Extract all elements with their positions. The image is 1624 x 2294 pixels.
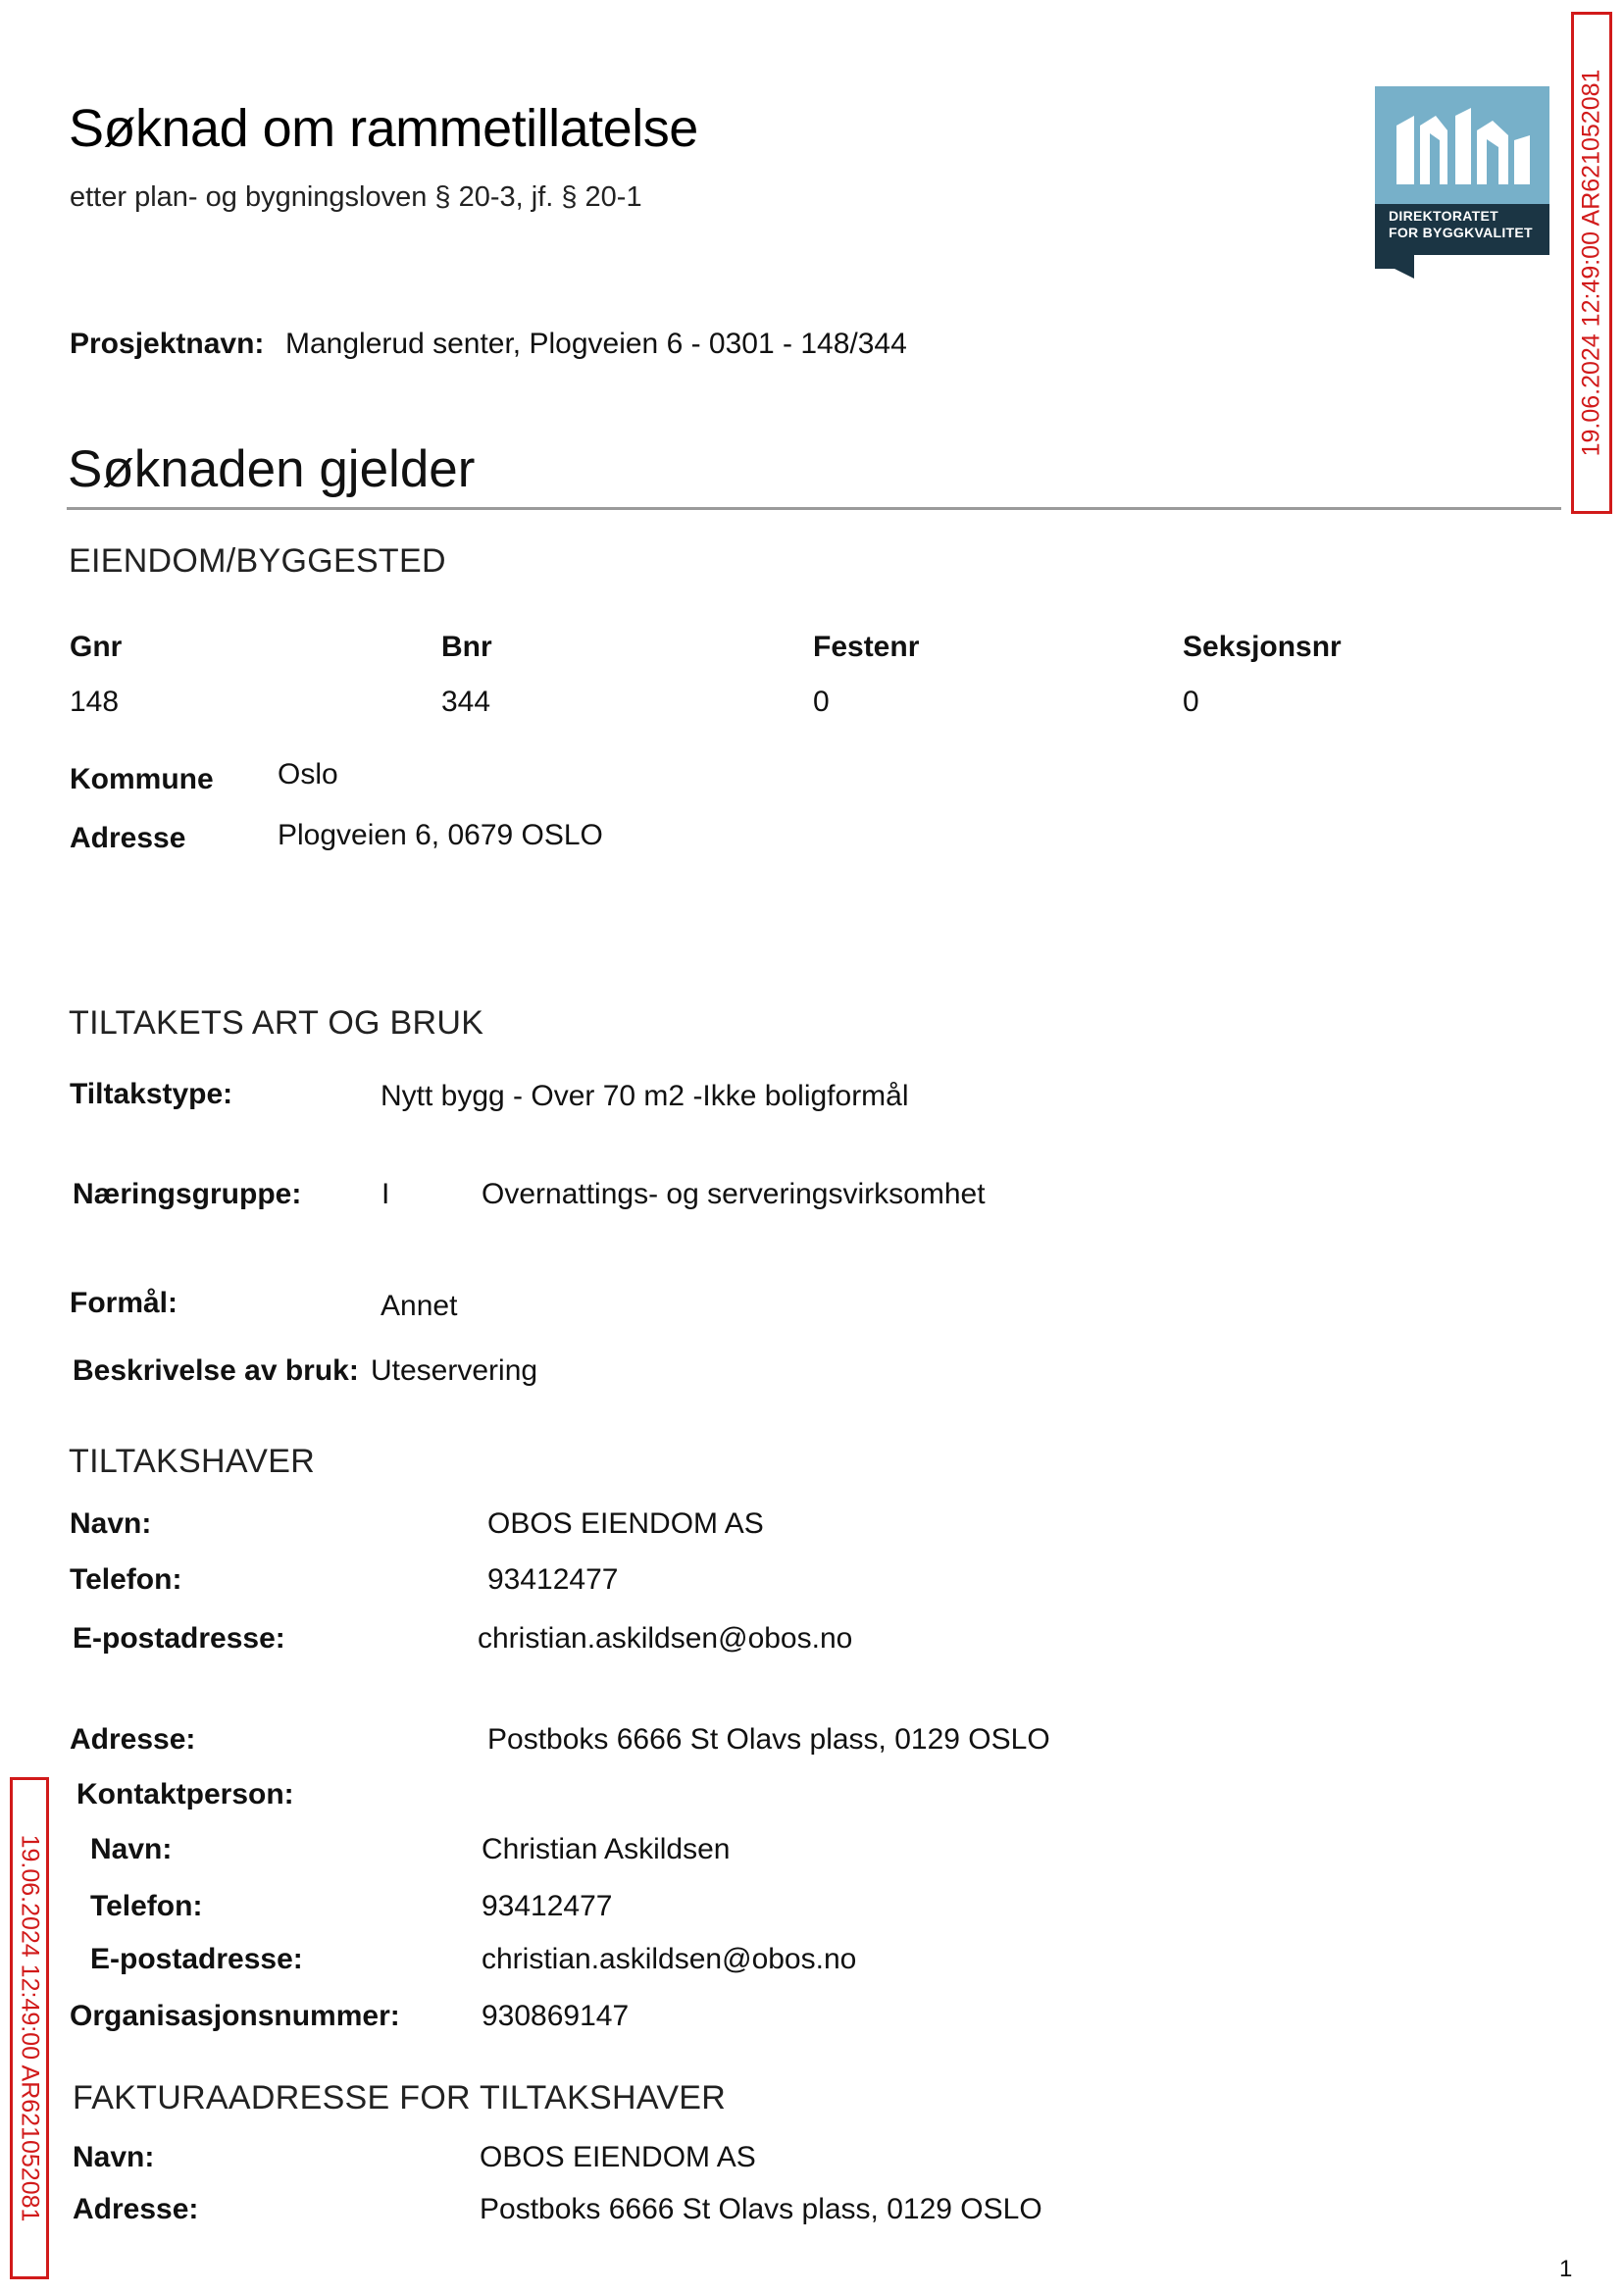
- kontakt-navn-label: Navn:: [90, 1833, 173, 1865]
- col-festenr-header: Festenr: [813, 631, 920, 663]
- eiendom-heading: EIENDOM/BYGGESTED: [69, 542, 446, 580]
- received-stamp-top: [1571, 12, 1612, 514]
- received-stamp-top-text: 19.06.2024 12:49:00 AR621052081: [1577, 69, 1605, 457]
- faktura-navn-label: Navn:: [73, 2141, 155, 2173]
- kontakt-telefon-value: 93412477: [482, 1890, 613, 1922]
- project-value: Manglerud senter, Plogveien 6 - 0301 - 148/344: [285, 328, 907, 360]
- gnr-value: 148: [70, 686, 120, 718]
- section-divider: [67, 507, 1561, 510]
- formal-value: Annet: [381, 1290, 458, 1322]
- tiltakshaver-adresse-label: Adresse:: [70, 1723, 196, 1756]
- received-stamp-bottom-text: 19.06.2024 12:49:00 AR621052081: [16, 1834, 44, 2222]
- kommune-value: Oslo: [278, 758, 338, 790]
- logo-text: [1389, 208, 1533, 241]
- festenr-value: 0: [813, 686, 830, 718]
- tiltak-heading: TILTAKETS ART OG BRUK: [69, 1004, 484, 1042]
- col-seksjonsnr-header: Seksjonsnr: [1183, 631, 1342, 663]
- faktura-adresse-value: Postboks 6666 St Olavs plass, 0129 OSLO: [480, 2193, 1042, 2225]
- beskrivelse-label: Beskrivelse av bruk:: [73, 1354, 359, 1387]
- faktura-adresse-label: Adresse:: [73, 2193, 199, 2225]
- col-gnr-header: Gnr: [70, 631, 123, 663]
- section-title: Søknaden gjelder: [68, 440, 476, 498]
- tiltakshaver-adresse-value: Postboks 6666 St Olavs plass, 0129 OSLO: [487, 1723, 1050, 1756]
- faktura-heading: FAKTURAADRESSE FOR TILTAKSHAVER: [73, 2079, 727, 2116]
- naeringsgruppe-value: Overnattings- og serveringsvirksomhet: [482, 1178, 986, 1210]
- beskrivelse-value: Uteservering: [371, 1354, 538, 1387]
- naeringsgruppe-code: I: [381, 1178, 390, 1210]
- seksjonsnr-value: 0: [1183, 686, 1199, 718]
- tiltakstype-value: Nytt bygg - Over 70 m2 -Ikke boligformål: [381, 1080, 909, 1112]
- tiltakshaver-navn-value: OBOS EIENDOM AS: [487, 1507, 764, 1540]
- faktura-navn-value: OBOS EIENDOM AS: [480, 2141, 756, 2173]
- received-stamp-bottom: [10, 1777, 49, 2279]
- tiltakshaver-telefon-label: Telefon:: [70, 1563, 182, 1596]
- kontakt-epost-value: christian.askildsen@obos.no: [482, 1943, 857, 1975]
- orgnr-value: 930869147: [482, 2000, 630, 2032]
- bnr-value: 344: [441, 686, 491, 718]
- page-subtitle: etter plan- og bygningsloven § 20-3, jf. § 20-1: [70, 181, 642, 213]
- tiltakshaver-heading: TILTAKSHAVER: [69, 1443, 316, 1480]
- logo-text-line1: DIREKTORATET: [1389, 208, 1498, 224]
- tiltakshaver-telefon-value: 93412477: [487, 1563, 619, 1596]
- col-bnr-header: Bnr: [441, 631, 492, 663]
- kontakt-epost-label: E-postadresse:: [90, 1943, 303, 1975]
- kontakt-telefon-label: Telefon:: [90, 1890, 203, 1922]
- kontakt-navn-value: Christian Askildsen: [482, 1833, 731, 1865]
- kommune-label: Kommune: [70, 763, 214, 795]
- page-title: Søknad om rammetillatelse: [69, 99, 698, 158]
- tiltakshaver-navn-label: Navn:: [70, 1507, 152, 1540]
- tiltakshaver-epost-label: E-postadresse:: [73, 1622, 285, 1655]
- naeringsgruppe-label: Næringsgruppe:: [73, 1178, 302, 1210]
- tiltakstype-label: Tiltakstype:: [70, 1078, 233, 1110]
- project-label: Prosjektnavn:: [70, 328, 265, 360]
- adresse-label: Adresse: [70, 822, 186, 854]
- orgnr-label: Organisasjonsnummer:: [70, 2000, 400, 2032]
- tiltakshaver-epost-value: christian.askildsen@obos.no: [478, 1622, 853, 1655]
- logo-text-line2: FOR BYGGKVALITET: [1389, 225, 1533, 240]
- adresse-value: Plogveien 6, 0679 OSLO: [278, 819, 603, 851]
- formal-label: Formål:: [70, 1287, 178, 1319]
- page-number: 1: [1559, 2256, 1573, 2282]
- kontaktperson-label: Kontaktperson:: [76, 1778, 294, 1810]
- dibk-logo: [1375, 86, 1549, 279]
- dibk-logo-graphic: [1375, 86, 1549, 279]
